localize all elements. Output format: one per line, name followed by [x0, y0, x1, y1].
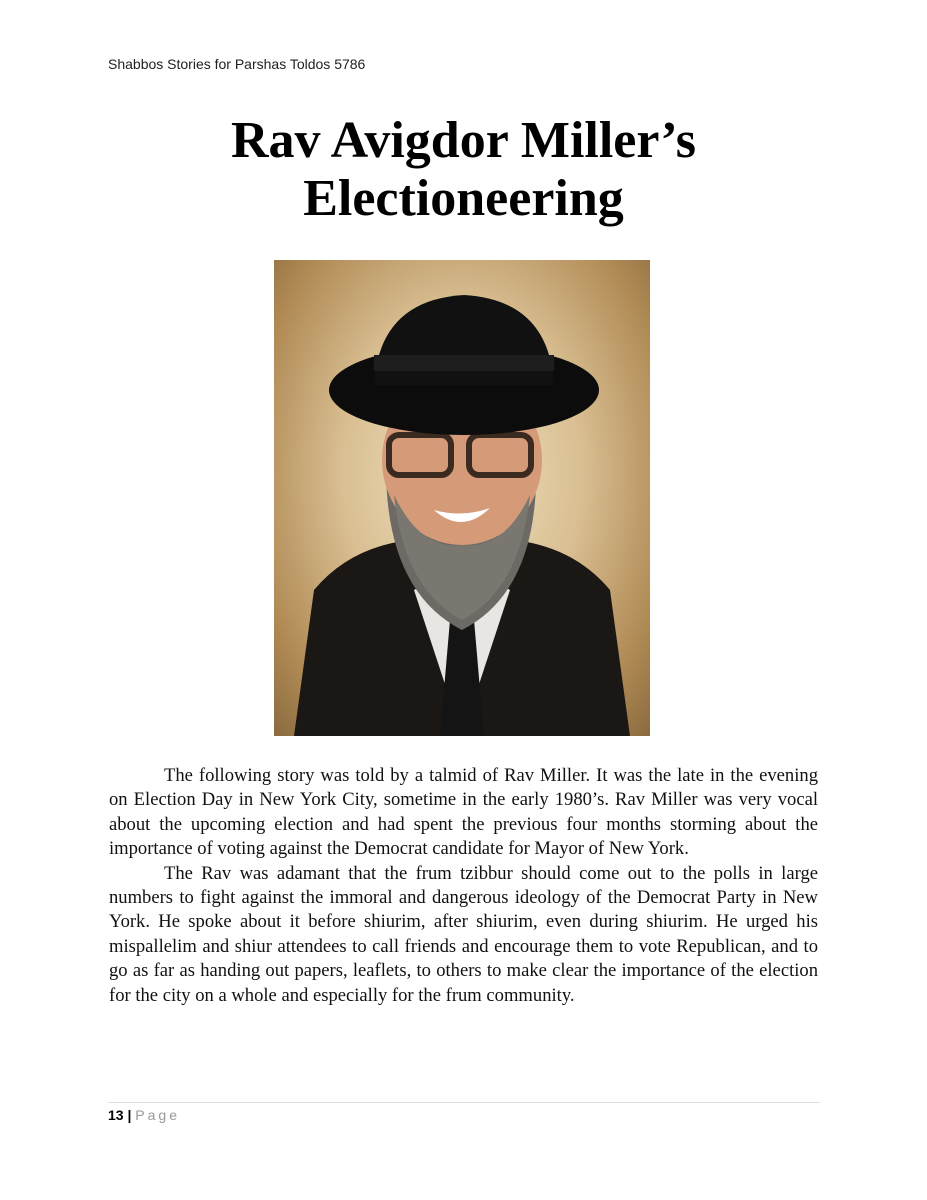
- page-number: 13: [108, 1107, 124, 1123]
- portrait-photo: [274, 260, 650, 736]
- footer-separator: |: [127, 1107, 132, 1123]
- footer-divider: [108, 1102, 820, 1103]
- running-header: Shabbos Stories for Parshas Toldos 5786: [108, 56, 366, 72]
- title-line-2: Electioneering: [303, 170, 624, 227]
- article-body: [109, 764, 818, 1008]
- page-title: [0, 112, 927, 228]
- paragraph: The following story was told by a talmid of Rav Miller. It was the late in the evening on Election Day in New York City, sometime in the early 1980’s. Rav Miller was very vocal about the upcoming election and had spent the previous four months storming about the importance of voting against the Democrat candidate for Mayor of New York.: [109, 765, 818, 860]
- page-footer: [108, 1107, 180, 1123]
- title-line-1: Rav Avigdor Miller’s: [230, 112, 697, 169]
- page-label: Page: [135, 1107, 180, 1123]
- paragraph: The Rav was adamant that the frum tzibbur should come out to the polls in large numbers to fight against the immoral and dangerous ideology of the Democrat Party in New York. He spoke about it before shiurim, after shiurim, even during shiurim. He urged his mispallelim and shiur attendees to call friends and encourage them to vote Republican, and to go as far as handing out papers, leaflets, to others to make clear the importance of the election for the city on a whole and especially for the frum community.: [109, 862, 818, 1006]
